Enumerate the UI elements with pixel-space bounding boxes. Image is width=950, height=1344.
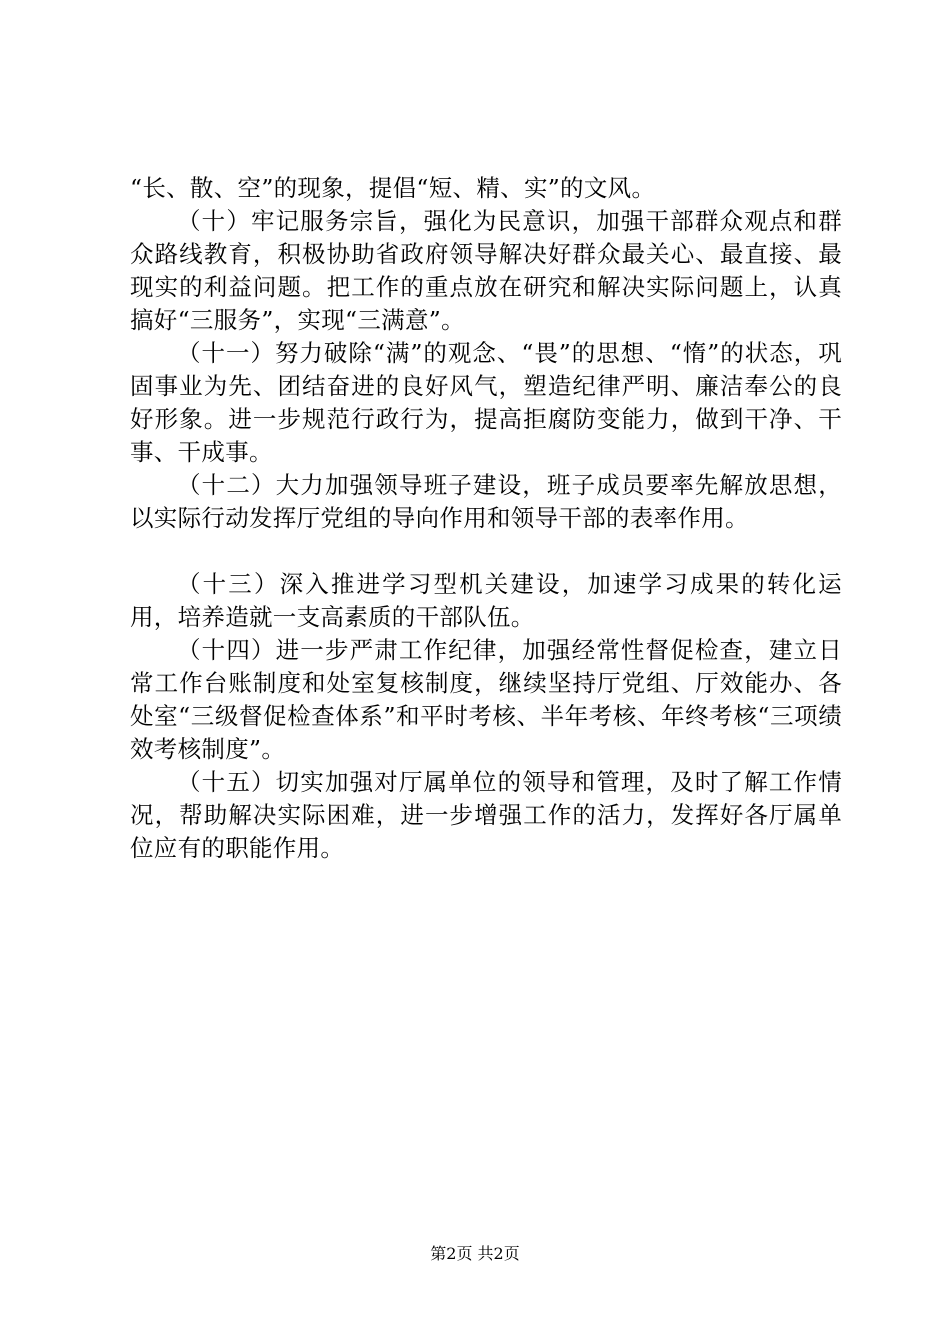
paragraph-item-13: （十三）深入推进学习型机关建设，加速学习成果的转化运用，培养造就一支高素质的干部队伍。 [130,570,842,631]
paragraph-item-11: （十一）努力破除“满”的观念、“畏”的思想、“惰”的状态，巩固事业为先、团结奋进的良好风气，塑造纪律严明、廉洁奉公的良好形象。进一步规范行政行为，提高拒腐防变能力，做到干净、干事、干成事。 [130,339,842,466]
paragraph-item-12: （十二）大力加强领导班子建设，班子成员要率先解放思想，以实际行动发挥厅党组的导向作用和领导干部的表率作用。 [130,471,842,532]
page-number-footer: 第2页 共2页 [430,1244,520,1263]
paragraph-item-10: （十）牢记服务宗旨，强化为民意识，加强干部群众观点和群众路线教育，积极协助省政府领导解决好群众最关心、最直接、最现实的利益问题。把工作的重点放在研究和解决实际问题上，认真搞好“三服务”，实现“三满意”。 [130,207,842,334]
document-body [130,172,842,865]
paragraph-item-14: （十四）进一步严肃工作纪律，加强经常性督促检查，建立日常工作台账制度和处室复核制度，继续坚持厅党组、厅效能办、各处室“三级督促检查体系”和平时考核、半年考核、年终考核“三项绩效考核制度”。 [130,636,842,763]
paragraph-item-15: （十五）切实加强对厅属单位的领导和管理，及时了解工作情况，帮助解决实际困难，进一步增强工作的活力，发挥好各厅属单位应有的职能作用。 [130,768,842,862]
paragraph-continuation: “长、散、空”的现象，提倡“短、精、实”的文风。 [130,174,656,202]
